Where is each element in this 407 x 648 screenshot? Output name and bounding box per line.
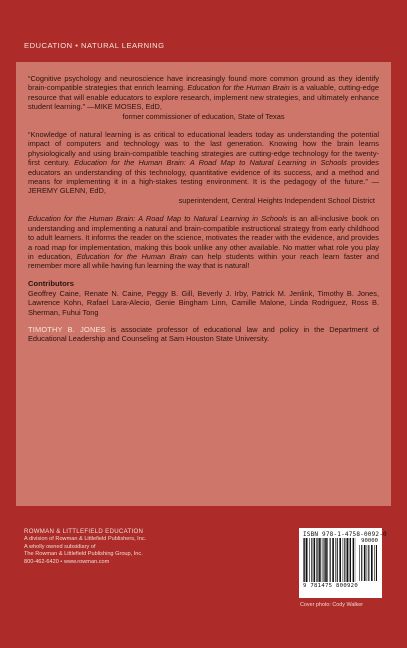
barcode-bar [339, 538, 341, 582]
barcode-bar [366, 545, 367, 581]
ean-barcode-graphic [303, 538, 356, 582]
cover-photo-credit: Cover photo: Cody Walker [300, 602, 364, 608]
isbn-number: ISBN 978-1-4758-0092-0 [303, 531, 387, 538]
publisher-info [24, 528, 146, 566]
barcode-bar [327, 538, 328, 582]
barcode-bar [337, 538, 338, 582]
price-addon-barcode-graphic [359, 545, 378, 581]
barcode-bar [332, 538, 334, 582]
barcode-bar [330, 538, 331, 582]
author-bio: TIMOTHY B. JONES is associate professor of educational law and policy in the Department of Educational Leadership and Counseling at Sam Houston State University. [28, 324, 379, 344]
barcode-bar [325, 538, 327, 582]
barcode-bar [347, 538, 349, 582]
quote-attribution: superintendent, Central Heights Independent School District [178, 195, 375, 205]
barcode-bar [361, 545, 362, 581]
book-title-italic: Education for the Human Brain: A Road Map to Natural Learning in Schools [28, 214, 288, 224]
barcode-bar [309, 538, 310, 582]
ean-digits: 9 781475 800920 [303, 583, 359, 589]
barcode-bar [304, 538, 305, 582]
barcode-bar [317, 538, 318, 582]
barcode-bar [311, 538, 312, 582]
publisher-line: A wholly owned subsidiary of [24, 543, 96, 550]
barcode-bar [314, 538, 316, 582]
barcode-bar [375, 545, 376, 581]
publisher-name: ROWMAN & LITTLEFIELD EDUCATION [24, 528, 144, 535]
book-title-italic: Education for the Human Brain: A Road Map to Natural Learning in Schools [74, 158, 347, 168]
barcode-bar [353, 538, 355, 582]
barcode-bar [349, 538, 350, 582]
barcode-bar [306, 538, 308, 582]
book-title-italic: Education for the Human Brain [187, 83, 290, 93]
publisher-line: A division of Rowman & Littlefield Publishers, Inc. [24, 536, 147, 543]
barcode-bar [344, 538, 345, 582]
barcode-bar [363, 545, 365, 581]
barcode-bar [374, 545, 375, 581]
barcode-bar [350, 538, 351, 582]
barcode-bar [359, 545, 360, 581]
barcode-bar [303, 538, 304, 582]
price-addon-code: 90000 [361, 538, 378, 544]
isbn-barcode [299, 528, 387, 598]
barcode-bar [319, 538, 321, 582]
barcode-bars [303, 538, 378, 582]
barcode-bar [335, 538, 336, 582]
quote-text: “Cognitive psychology and neuroscience have increasingly found more common ground as they identify brain-compatible strategies that enrich learning. Education for the Human Brain is a valuable, cutting-edge resource that will enable educators to explore research, implement new strategies, and ultimately enhance student learning.” —MIKE MOSES, EdD, [28, 74, 379, 112]
barcode-bar [324, 538, 325, 582]
book-summary: Education for the Human Brain: A Road Map to Natural Learning in Schools is an all-inclusive book on understanding and implementing a natural and brain-compatible instructional strategy from early childhood to adult learners. It informs the reader on the science, motivates the reader with the evidence, and provides a road map for implementation, making this book unlike any other available. No matter what role you play in education, Education for the Human Brain can help students within your reach learn faster and remember more all while having fun learning the way that is natural! [28, 214, 380, 271]
barcode-bar [316, 538, 317, 582]
contributors-heading: Contributors [28, 278, 74, 288]
back-cover-text-panel [16, 62, 391, 506]
barcode-bar [368, 545, 369, 581]
contributors-list: Geoffrey Caine, Renate N. Caine, Peggy B. Gill, Beverly J. Irby, Patrick M. Jenlink, Timothy B. Jones, Lawrence Kohn, Rafael Lara-Alecio, Genie Bingham Linn, Camille Malone, Linda Rodriguez, Ross B. Sherman, Fuhui Tong [28, 288, 379, 317]
endorsement-quote-glenn [28, 130, 379, 205]
publisher-line: The Rowman & Littlefield Publishing Group, Inc. [24, 551, 143, 558]
category-label: EDUCATION • NATURAL LEARNING [24, 41, 165, 50]
quote-text: “Knowledge of natural learning is as critical to educational leaders today as understanding the potential impact of computers and technology was to the last generation. Knowing how the brain learns physiologically and using brain-compatible teaching strategies are cutting-edge technology for the twenty-first century. Education for the Human Brain: A Road Map to Natural Learning in Schools provides educators an understanding of this technology, quantitative evidence of its success, and a method and means for implementing it in a high-stakes testing environment. It is the pedagogy of the future.” —JEREMY GLENN, EdD, [28, 130, 379, 196]
publisher-contact: 800-462-6420 • www.rowman.com [24, 558, 110, 565]
barcode-bar [371, 545, 373, 581]
quote-attribution: former commissioner of education, State of Texas [122, 111, 285, 121]
author-name: TIMOTHY B. JONES [28, 324, 106, 334]
barcode-bar [322, 538, 323, 582]
book-title-italic: Education for the Human Brain [76, 251, 187, 261]
endorsement-quote-moses [28, 74, 379, 121]
barcode-bar [343, 538, 344, 582]
